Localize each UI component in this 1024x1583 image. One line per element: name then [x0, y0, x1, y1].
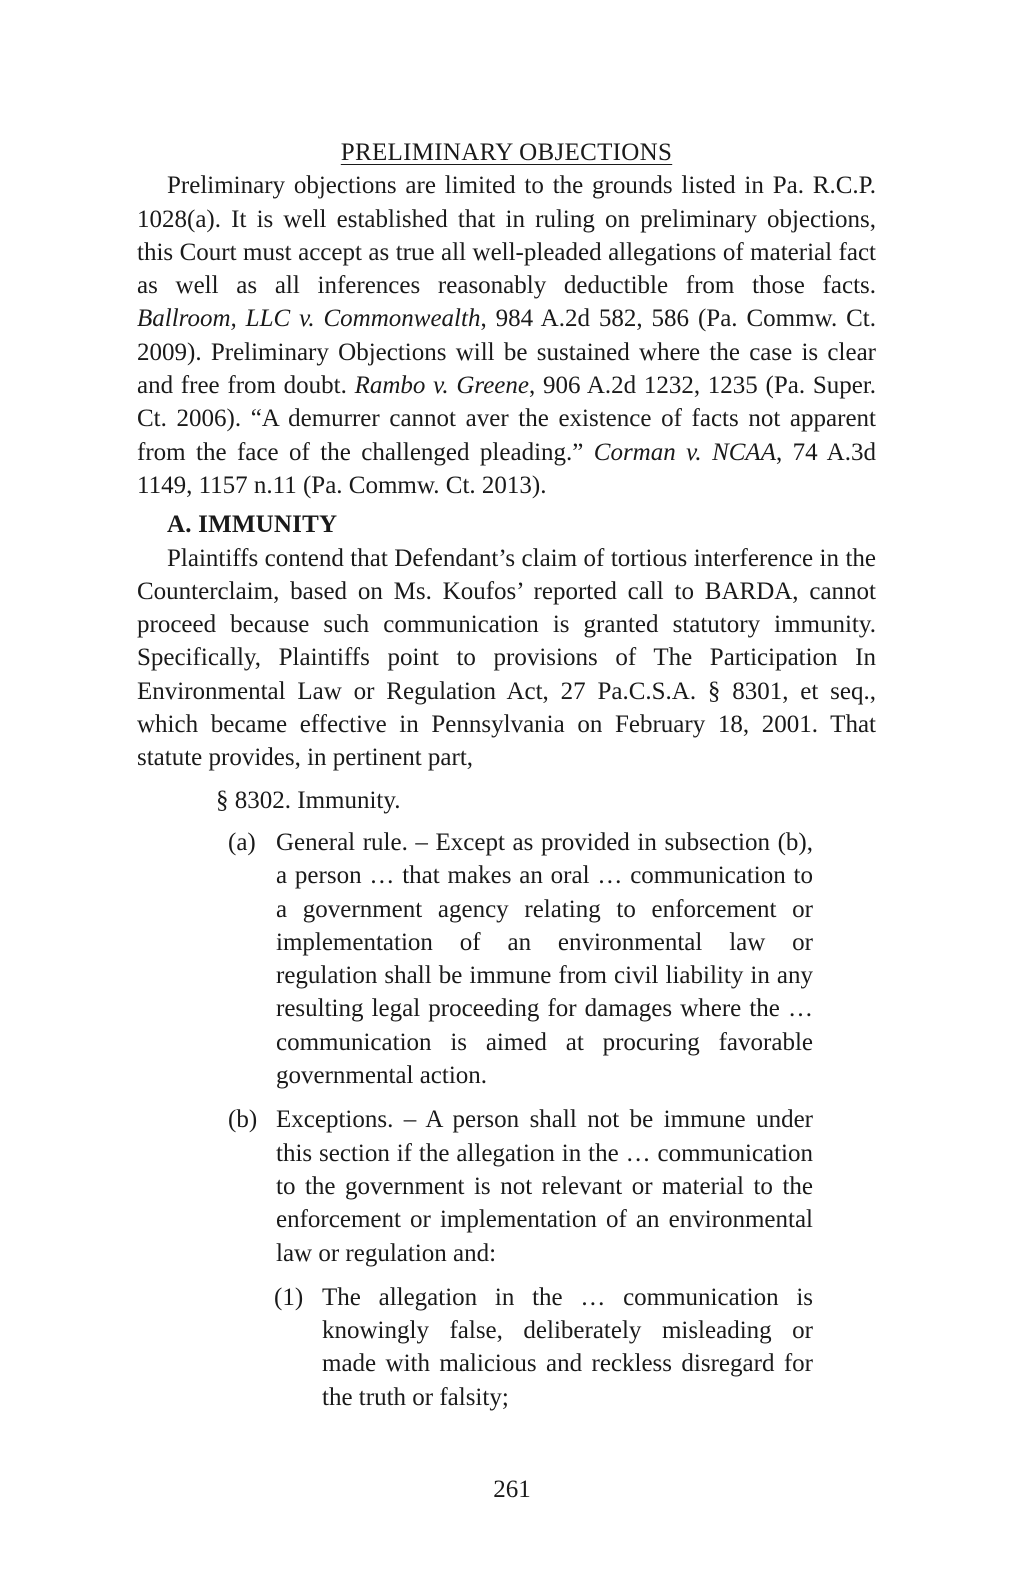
- clause-label: (1): [274, 1283, 304, 1311]
- subsection-text: Exceptions. – A person shall not be immune under this section if the allegation in the … communication to the government is not relevant or material to the enforcement or implementation of an environmental law or regulation and:: [276, 1106, 813, 1267]
- paragraph-text: Preliminary objections are limited to the grounds listed in Pa. R.C.P. 1028(a). It is well established that in ruling on preliminary objections, this Court must accept as true all well-pleaded allegations of material fact as well as all inferences reasonably deductible from those facts.: [137, 172, 876, 300]
- case-citation: Rambo v. Greene: [354, 372, 530, 400]
- paragraph-immunity: Plaintiffs contend that Defendant’s claim of tortious interference in the Counterclaim, based on Ms. Koufos’ reported call to BARDA, cannot proceed because such communication is granted statutory immunity. Specifically, Plaintiffs point to provisions of The Participation In Environmental Law or Regulation Act, 27 Pa.C.S.A. § 8301, et seq., which became effective in Pennsylvania on February 18, 2001. That statute provides, in pertinent part,: [137, 544, 876, 772]
- subheading-immunity: A. IMMUNITY: [167, 511, 338, 539]
- subsection-label: (a): [228, 828, 256, 856]
- statute-clause-1: [137, 1281, 813, 1414]
- subsection-label: (b): [228, 1106, 258, 1134]
- page-body: [137, 136, 876, 1414]
- page-number: 261: [493, 1476, 531, 1503]
- case-citation: Ballroom, LLC v. Commonwealth: [137, 305, 481, 333]
- paragraph-preliminary-objections: [137, 169, 876, 502]
- statute-section-title: § 8302. Immunity.: [216, 786, 401, 814]
- statute-subsection-a: [137, 826, 813, 1092]
- subsection-text: General rule. – Except as provided in subsection (b), a person … that makes an oral … communication to a government agency relating to enforcement or implementation of an environmental law or regulation shall be immune from civil liability in any resulting legal proceeding for damages where the … communication is aimed at procuring favorable governmental action.: [276, 828, 813, 1090]
- paragraph-text: , 984 A.2d 582, 586 (Pa. Commw. Ct. 2009). Preliminary Objections will be sustained where the case is clear and free from doubt.: [137, 305, 877, 400]
- paragraph-text: , 74 A.3d 1149, 1157 n.11 (Pa. Commw. Ct. 2013).: [137, 438, 876, 499]
- paragraph-text: , 906 A.2d 1232, 1235 (Pa. Super. Ct. 2006). “A demurrer cannot aver the existence of facts not apparent from the face of the challenged pleading.”: [137, 372, 877, 466]
- clause-text: The allegation in the … communication is knowingly false, deliberately misleading or made with malicious and reckless disregard for the truth or falsity;: [322, 1283, 813, 1411]
- statute-subsection-b: [137, 1103, 813, 1269]
- case-citation: Corman v. NCAA: [593, 438, 776, 466]
- section-heading: PRELIMINARY OBJECTIONS: [340, 139, 673, 166]
